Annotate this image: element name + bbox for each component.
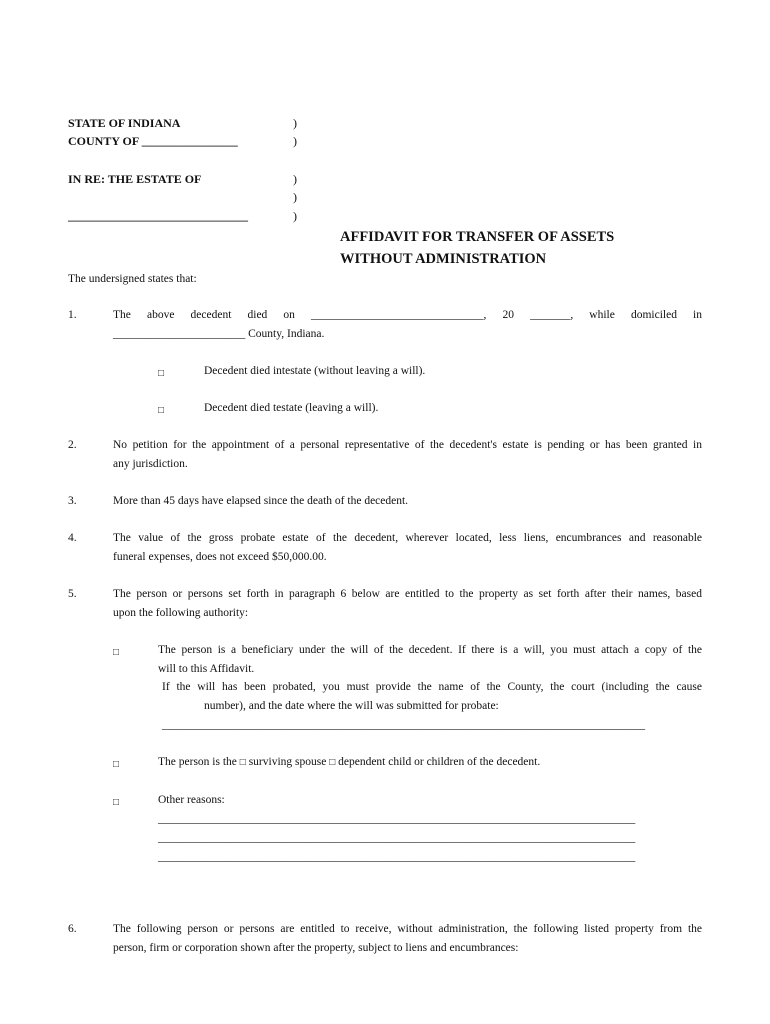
caption-paren: ) — [293, 190, 297, 204]
intestate-checkbox[interactable]: □ — [158, 368, 165, 379]
document-title-line1: AFFIDAVIT FOR TRANSFER OF ASSETS — [340, 229, 615, 245]
paragraph-4-line: funeral expenses, does not exceed $50,000.00. — [113, 551, 327, 563]
beneficiary-checkbox[interactable]: □ — [113, 647, 120, 658]
intestate-option-label: Decedent died intestate (without leaving a will). — [204, 365, 426, 377]
paragraph-number: 5. — [68, 588, 77, 600]
other-reasons-field[interactable]: ___________________________________________________________________________________ — [158, 813, 636, 825]
county-field[interactable]: COUNTY OF ________________ — [68, 134, 238, 148]
paragraph-2-line: any jurisdiction. — [113, 458, 188, 470]
paragraph-1-line: The above decedent died on ______________________________, 20 _______, while domiciled in — [113, 309, 702, 321]
intro-text: The undersigned states that: — [68, 273, 197, 285]
beneficiary-option-text: If the will has been probated, you must provide the name of the County, the court (including the cause — [162, 681, 702, 693]
document-title-line2: WITHOUT ADMINISTRATION — [340, 251, 547, 267]
paragraph-5-line: The person or persons set forth in paragraph 6 below are entitled to the property as set forth after their names, based — [113, 588, 702, 600]
testate-checkbox[interactable]: □ — [158, 405, 165, 416]
estate-name-field[interactable]: ______________________________ — [68, 209, 248, 223]
relationship-option-text — [158, 753, 540, 772]
caption-paren: ) — [293, 209, 297, 223]
beneficiary-option-text: number), and the date where the will was submitted for probate: — [204, 700, 499, 712]
paragraph-3-line: More than 45 days have elapsed since the death of the decedent. — [113, 495, 409, 507]
paragraph-1-line: _______________________ County, Indiana. — [113, 328, 325, 340]
paragraph-2-line: No petition for the appointment of a personal representative of the decedent's estate is pending or has been granted in — [113, 439, 702, 451]
dependent-child-checkbox[interactable]: □ — [329, 757, 336, 768]
dependent-child-label: dependent child or children of the decedent. — [338, 756, 541, 768]
state-label: STATE OF INDIANA — [68, 116, 181, 130]
probate-details-field[interactable]: ____________________________________________________________________________________ — [162, 719, 645, 731]
paragraph-number: 3. — [68, 495, 77, 507]
relationship-checkbox[interactable]: □ — [113, 759, 120, 770]
other-reasons-checkbox[interactable]: □ — [113, 797, 120, 808]
caption-paren: ) — [293, 134, 297, 148]
paragraph-number: 6. — [68, 923, 77, 935]
paragraph-number: 2. — [68, 439, 77, 451]
testate-option-label: Decedent died testate (leaving a will). — [204, 402, 379, 414]
other-reasons-field[interactable]: ___________________________________________________________________________________ — [158, 832, 636, 844]
caption-paren: ) — [293, 116, 297, 130]
beneficiary-option-text: will to this Affidavit. — [158, 663, 255, 675]
caption-paren: ) — [293, 172, 297, 186]
other-reasons-label: Other reasons: — [158, 794, 225, 806]
paragraph-6-line: The following person or persons are entitled to receive, without administration, the following listed property from the — [113, 923, 702, 935]
beneficiary-option-text: The person is a beneficiary under the will of the decedent. If there is a will, you must attach a copy of the — [158, 644, 702, 656]
paragraph-6-line: person, firm or corporation shown after the property, subject to liens and encumbrances: — [113, 942, 519, 954]
relationship-prefix: The person is the — [158, 756, 237, 768]
surviving-spouse-checkbox[interactable]: □ — [239, 757, 246, 768]
paragraph-5-line: upon the following authority: — [113, 607, 249, 619]
paragraph-number: 1. — [68, 309, 77, 321]
in-re-label: IN RE: THE ESTATE OF — [68, 172, 202, 186]
paragraph-4-line: The value of the gross probate estate of the decedent, wherever located, less liens, encumbrances and reasonable — [113, 532, 702, 544]
surviving-spouse-label: surviving spouse — [248, 756, 327, 768]
other-reasons-field[interactable]: ___________________________________________________________________________________ — [158, 851, 636, 863]
paragraph-number: 4. — [68, 532, 77, 544]
